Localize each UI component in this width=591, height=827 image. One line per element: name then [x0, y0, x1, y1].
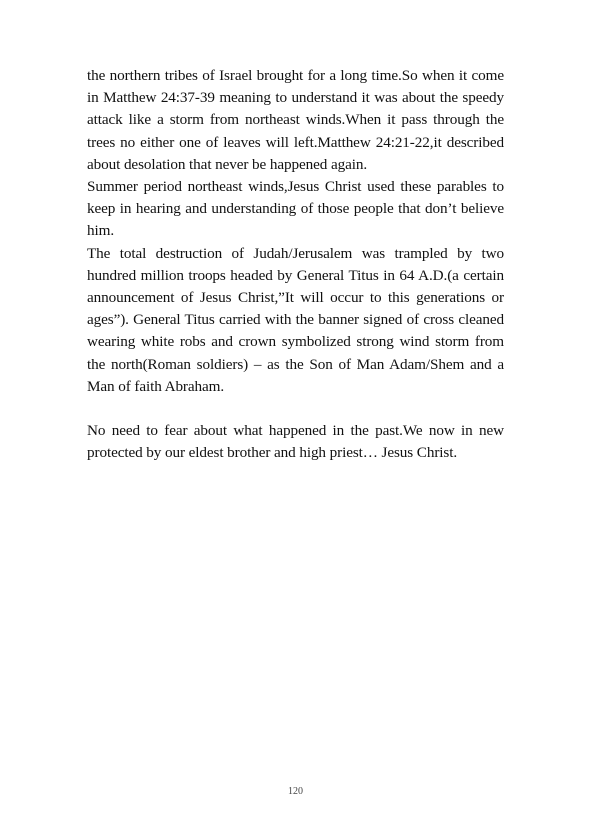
paragraph-3: The total destruction of Judah/Jerusalem was trampled by two hundred million troops headed by General Titus in 64 A.D.(a certain announcement of Jesus Christ,”It will occur to this generations or ages”). General Titus carried with the banner signed of cross cleaned wearing white robs and crown symbolized strong wind storm from the north(Roman soldiers) – as the Son of Man Adam/Shem and a Man of faith Abraham. [87, 244, 504, 395]
body-text [87, 65, 504, 464]
page-number: 120 [288, 786, 303, 797]
paragraph-1: the northern tribes of Israel brought for a long time.So when it come in Matthew 24:37-39 meaning to understand it was about the speedy attack like a storm from northeast winds.When it pass through the trees no either one of leaves will left.Matthew 24:21-22,it described about desolation that never be happened again. [87, 67, 504, 173]
paragraph-2: Summer period northeast winds,Jesus Christ used these parables to keep in hearing and understanding of those people that don’t believe him. [87, 178, 504, 240]
paragraph-4: No need to fear about what happened in the past.We now in new protected by our eldest brother and high priest… Jesus Christ. [87, 422, 504, 462]
